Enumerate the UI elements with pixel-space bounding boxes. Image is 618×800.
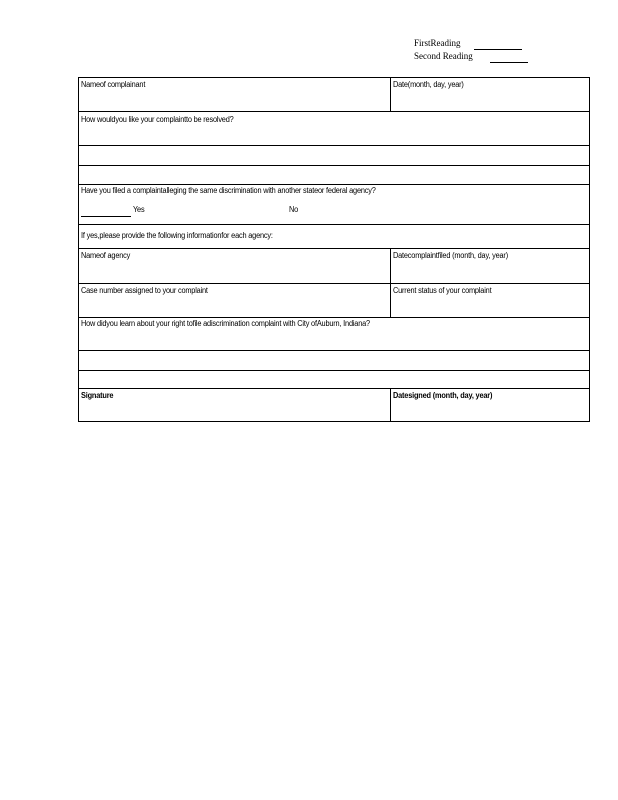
rule (79, 388, 589, 389)
rule (79, 111, 589, 112)
date-label: Date(month, day, year) (393, 80, 464, 89)
date-signed-label: Datesigned (month, day, year) (393, 391, 493, 400)
first-reading-row (414, 37, 528, 50)
signature-label: Signature (81, 391, 114, 400)
complaint-form (78, 77, 590, 422)
date-complaint-filed-label: Datecomplaintfiled (month, day, year) (393, 251, 508, 260)
rule (79, 370, 589, 371)
divider (390, 388, 391, 422)
rule (79, 317, 589, 318)
how-learned-label: How didyou learn about your right tofile adiscrimination complaint with City ofAuburn, Indiana? (81, 319, 370, 328)
rule (79, 145, 589, 146)
second-reading-row (414, 50, 528, 63)
second-reading-blank[interactable] (490, 53, 528, 63)
rule (79, 283, 589, 284)
yes-label: Yes (133, 205, 145, 214)
first-reading-blank[interactable] (474, 40, 522, 50)
rule (79, 350, 589, 351)
how-resolved-label: How wouldyou like your complaintto be resolved? (81, 115, 234, 124)
current-status-label: Current status of your complaint (393, 286, 492, 295)
second-reading-label: Second Reading (414, 51, 473, 61)
yes-blank[interactable] (81, 216, 131, 217)
rule (79, 224, 589, 225)
name-of-complainant-label: Nameof complainant (81, 80, 146, 89)
rule (79, 165, 589, 166)
first-reading-label: FirstReading (414, 38, 461, 48)
if-yes-label: If yes,please provide the following informationfor each agency: (81, 231, 273, 240)
rule (79, 184, 589, 185)
filed-elsewhere-label: Have you filed a complaintalleging the same discrimination with another stateor federal agency? (81, 186, 376, 195)
reading-block (414, 37, 528, 63)
no-label: No (289, 205, 299, 214)
divider (390, 78, 391, 111)
divider (390, 248, 391, 317)
case-number-label: Case number assigned to your complaint (81, 286, 208, 295)
name-of-agency-label: Nameof agency (81, 251, 131, 260)
rule (79, 248, 589, 249)
